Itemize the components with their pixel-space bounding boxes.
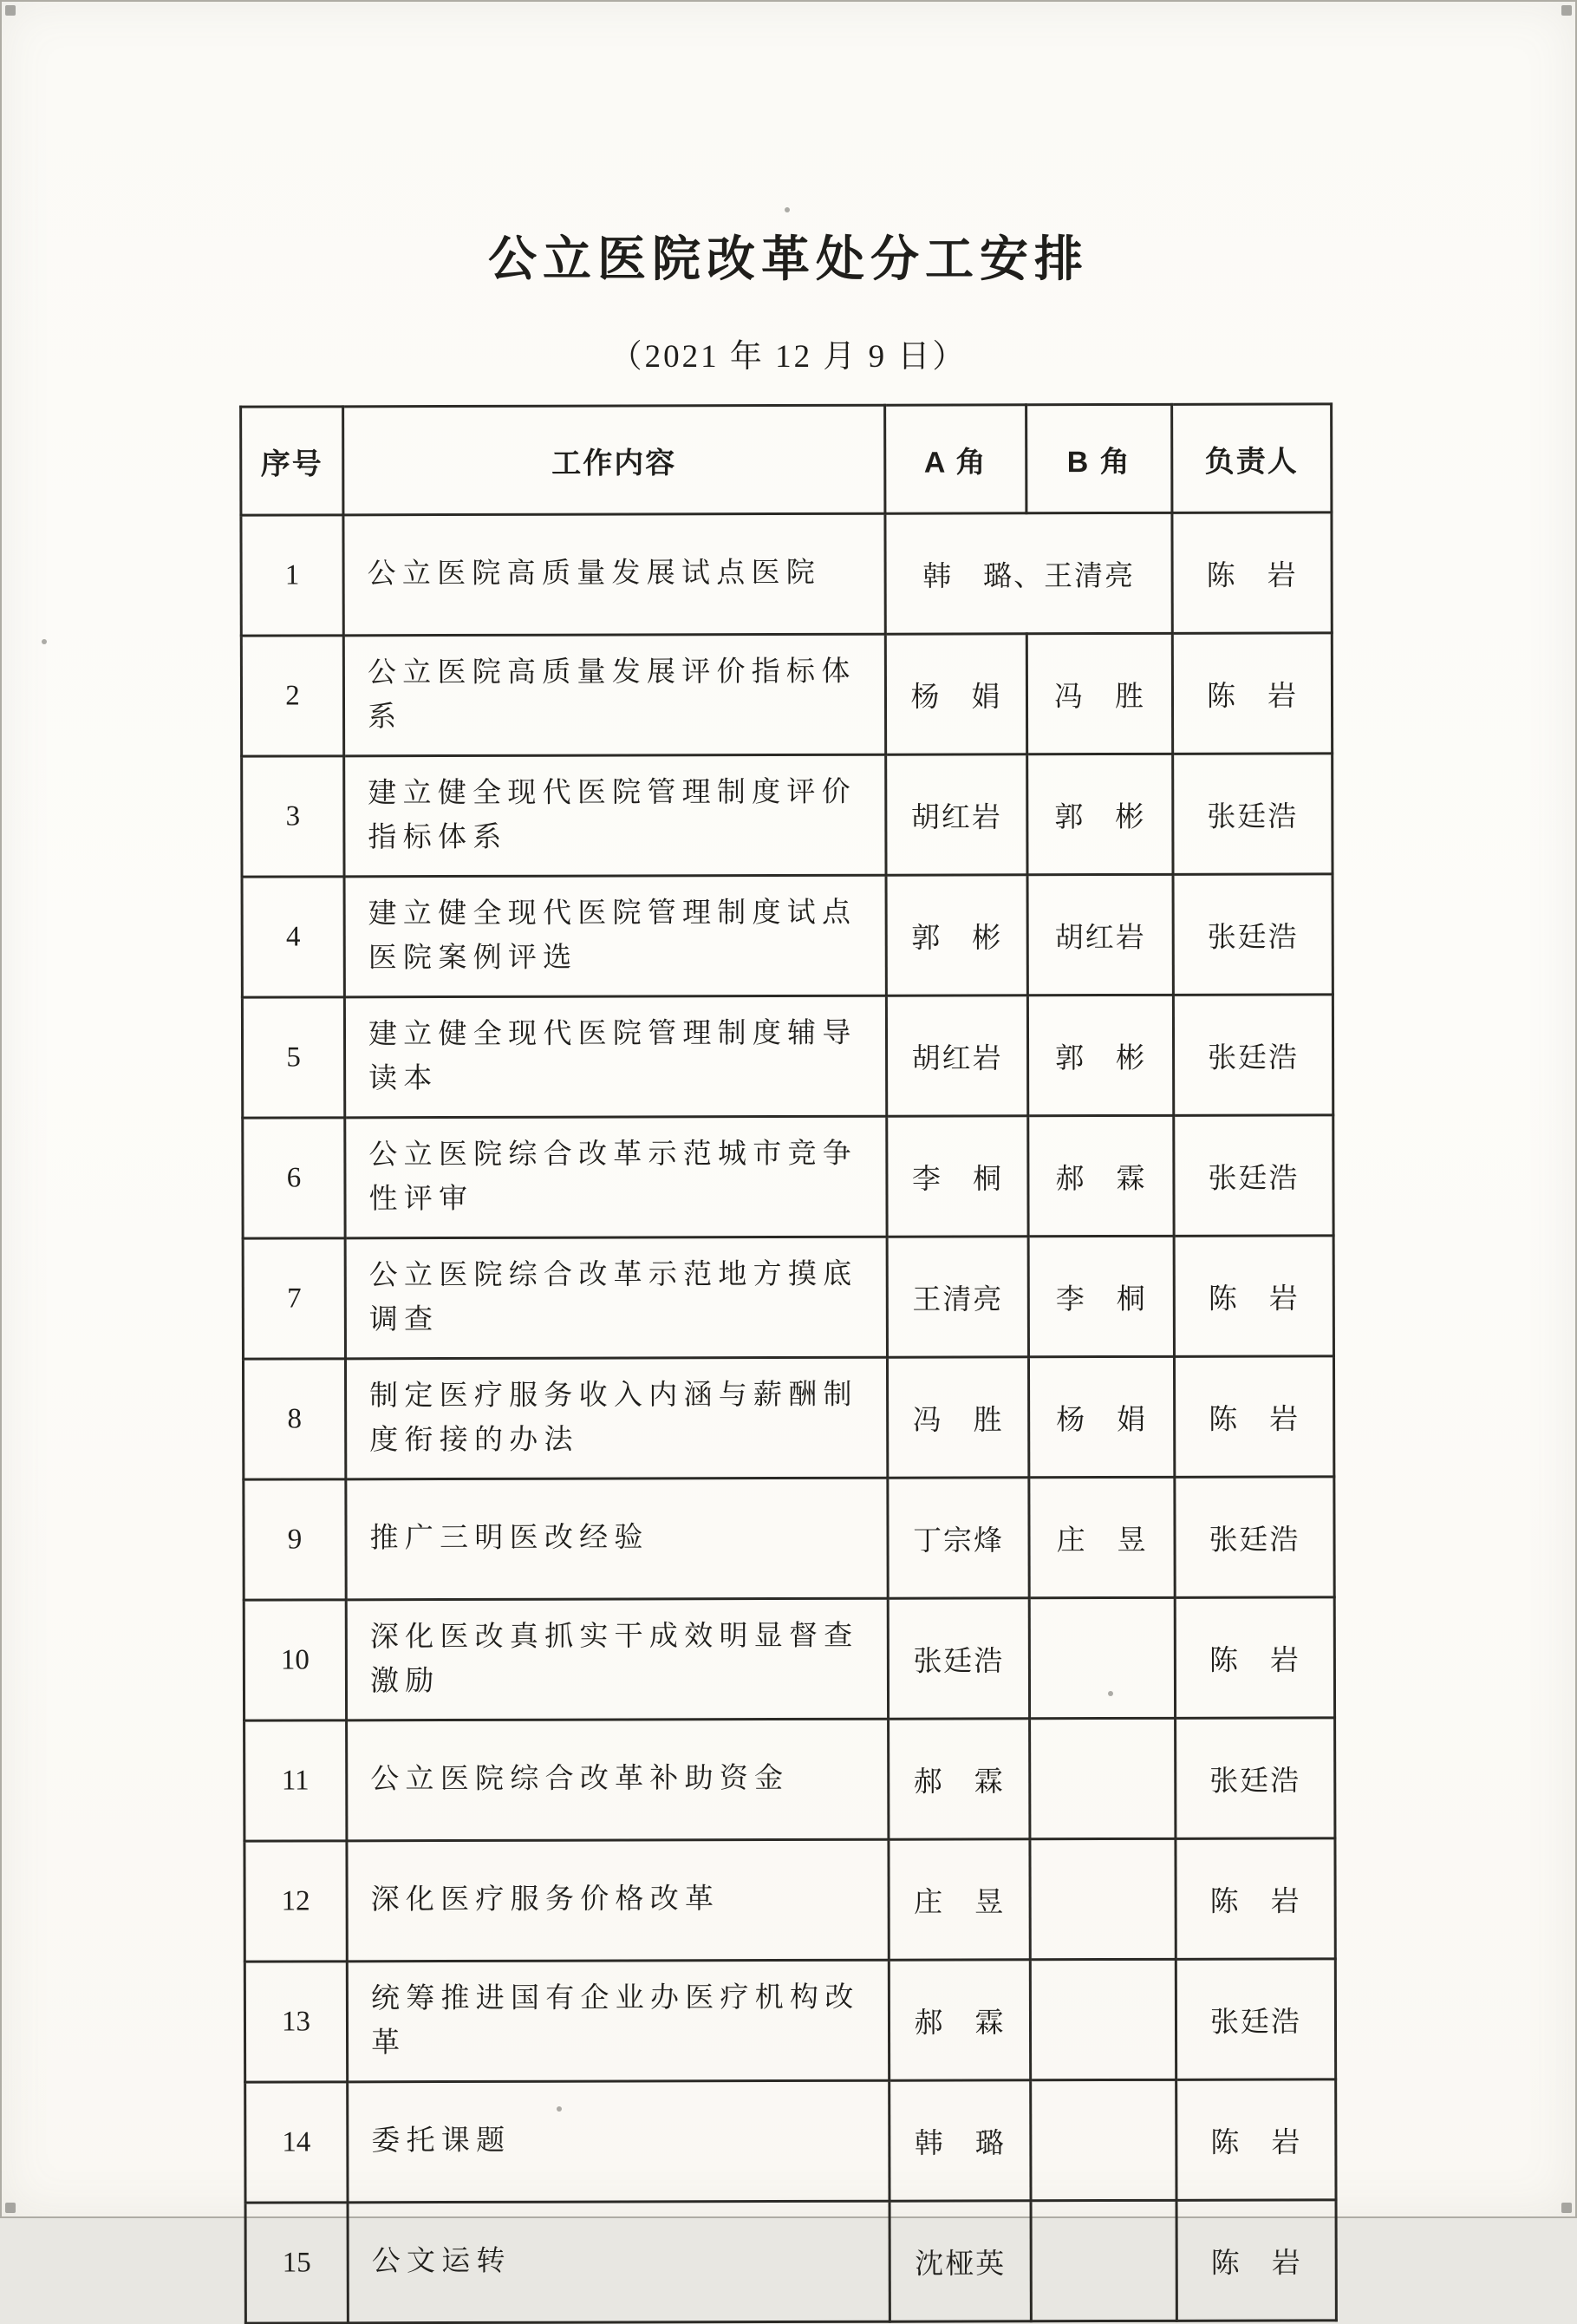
task-cell: 推广三明医改经验 — [346, 1478, 888, 1600]
table-row — [241, 632, 1332, 755]
lead-cell: 陈 岩 — [1172, 512, 1332, 632]
header-task: 工作内容 — [343, 405, 885, 515]
lead-cell: 张廷浩 — [1176, 1717, 1335, 1838]
role-a-cell: 杨 娟 — [885, 633, 1026, 754]
lead-cell: 陈 岩 — [1172, 632, 1332, 753]
row-number-cell: 2 — [241, 635, 343, 755]
row-number-cell: 14 — [245, 2081, 348, 2202]
table-row — [242, 753, 1333, 876]
header-no: 序号 — [241, 406, 343, 514]
lead-cell: 张廷浩 — [1175, 1476, 1334, 1596]
table-row — [244, 1717, 1335, 1840]
task-cell: 制定医疗服务收入内涵与薪酬制度衔接的办法 — [345, 1357, 887, 1479]
scan-corner-mark — [1561, 2203, 1572, 2213]
row-number-cell: 10 — [244, 1599, 346, 1720]
row-number-cell: 7 — [243, 1237, 345, 1358]
table-row — [245, 2079, 1336, 2202]
role-b-cell: 李 桐 — [1028, 1236, 1174, 1356]
role-a-cell: 冯 胜 — [887, 1356, 1028, 1477]
table-row — [244, 1838, 1335, 1961]
lead-cell: 张廷浩 — [1176, 1958, 1335, 2079]
lead-cell: 陈 岩 — [1176, 2079, 1336, 2199]
task-cell: 公立医院高质量发展试点医院 — [343, 513, 885, 636]
lead-cell: 张廷浩 — [1173, 873, 1333, 994]
role-b-cell — [1031, 2200, 1176, 2321]
lead-cell: 张廷浩 — [1174, 1114, 1333, 1235]
table-row — [243, 1355, 1333, 1479]
scan-corner-mark — [5, 2203, 16, 2213]
role-b-cell — [1030, 1959, 1176, 2079]
row-number-cell: 12 — [244, 1840, 347, 1961]
row-number-cell: 3 — [242, 755, 344, 876]
role-a-cell: 王清亮 — [887, 1236, 1028, 1356]
role-b-cell: 郭 彬 — [1027, 754, 1173, 874]
row-number-cell: 9 — [244, 1479, 346, 1599]
role-b-cell — [1030, 1718, 1176, 1838]
role-a-cell: 胡红岩 — [886, 995, 1027, 1115]
role-b-cell: 庄 昱 — [1029, 1477, 1175, 1597]
role-b-cell: 郝 霖 — [1028, 1115, 1174, 1236]
role-a-cell: 郝 霖 — [889, 1959, 1030, 2079]
table-header-row — [241, 403, 1332, 514]
task-cell: 公文运转 — [348, 2201, 890, 2323]
role-b-cell — [1029, 1597, 1175, 1718]
lead-cell: 陈 岩 — [1176, 2199, 1336, 2320]
role-b-cell: 杨 娟 — [1028, 1356, 1174, 1477]
row-number-cell: 11 — [244, 1720, 347, 1840]
role-b-cell: 胡红岩 — [1027, 874, 1173, 995]
table-row — [244, 1958, 1335, 2081]
table-row — [243, 1114, 1333, 1237]
task-cell: 深化医改真抓实干成效明显督查激励 — [346, 1598, 888, 1720]
role-a-cell: 沈桠英 — [890, 2200, 1031, 2321]
scan-corner-mark — [1561, 5, 1572, 16]
lead-cell: 陈 岩 — [1176, 1838, 1335, 1958]
row-number-cell: 13 — [244, 1961, 347, 2081]
task-cell: 统筹推进国有企业办医疗机构改革 — [347, 1960, 889, 2082]
document-title: 公立医院改革处分工安排 — [488, 233, 1089, 287]
role-a-cell: 李 桐 — [887, 1115, 1028, 1236]
role-b-cell: 郭 彬 — [1027, 995, 1173, 1115]
role-a-cell: 郭 彬 — [886, 874, 1027, 995]
task-cell: 建立健全现代医院管理制度试点医院案例评选 — [344, 875, 886, 997]
role-a-cell: 韩 璐 — [890, 2079, 1031, 2200]
task-cell: 建立健全现代医院管理制度辅导读本 — [344, 996, 886, 1118]
row-number-cell: 5 — [242, 996, 344, 1117]
scan-speck — [785, 207, 790, 212]
task-cell: 建立健全现代医院管理制度评价指标体系 — [344, 754, 886, 877]
assignment-table — [239, 402, 1338, 2324]
row-number-cell: 15 — [245, 2202, 348, 2322]
role-b-cell — [1030, 1838, 1176, 1959]
table-row — [242, 873, 1333, 996]
task-cell: 委托课题 — [348, 2080, 890, 2203]
role-a-cell: 庄 昱 — [889, 1838, 1030, 1959]
row-number-cell: 1 — [241, 514, 343, 635]
assignment-table-body — [241, 512, 1336, 2322]
table-row — [242, 994, 1333, 1117]
document-date: （2021 年 12 月 9 日） — [609, 338, 968, 375]
row-number-cell: 8 — [243, 1358, 345, 1479]
role-b-cell: 冯 胜 — [1026, 633, 1172, 754]
role-b-cell — [1031, 2079, 1176, 2200]
lead-cell: 张廷浩 — [1173, 753, 1333, 873]
task-cell: 公立医院综合改革补助资金 — [347, 1719, 889, 1841]
table-row — [245, 2199, 1336, 2322]
header-role-a: A 角 — [885, 404, 1026, 512]
task-cell: 公立医院高质量发展评价指标体系 — [343, 634, 885, 756]
row-number-cell: 4 — [242, 876, 344, 996]
table-row — [241, 512, 1332, 635]
role-a-cell: 张廷浩 — [888, 1597, 1029, 1718]
task-cell: 深化医疗服务价格改革 — [347, 1839, 889, 1962]
role-a-cell: 丁宗烽 — [888, 1477, 1029, 1597]
role-ab-merged-cell: 韩 璐、王清亮 — [885, 512, 1172, 634]
role-a-cell: 胡红岩 — [886, 754, 1027, 874]
lead-cell: 陈 岩 — [1174, 1235, 1333, 1355]
task-cell: 公立医院综合改革示范地方摸底调查 — [345, 1237, 887, 1359]
lead-cell: 陈 岩 — [1175, 1596, 1334, 1717]
lead-cell: 陈 岩 — [1174, 1355, 1333, 1476]
header-role-b: B 角 — [1026, 404, 1172, 512]
scan-corner-mark — [5, 5, 16, 16]
scan-speck — [42, 639, 47, 644]
row-number-cell: 6 — [243, 1117, 345, 1237]
table-row — [244, 1596, 1334, 1720]
header-lead: 负责人 — [1172, 403, 1332, 512]
table-row — [244, 1476, 1334, 1599]
task-cell: 公立医院综合改革示范城市竞争性评审 — [345, 1116, 887, 1238]
table-row — [243, 1235, 1333, 1358]
role-a-cell: 郝 霖 — [889, 1718, 1030, 1838]
lead-cell: 张廷浩 — [1173, 994, 1333, 1114]
